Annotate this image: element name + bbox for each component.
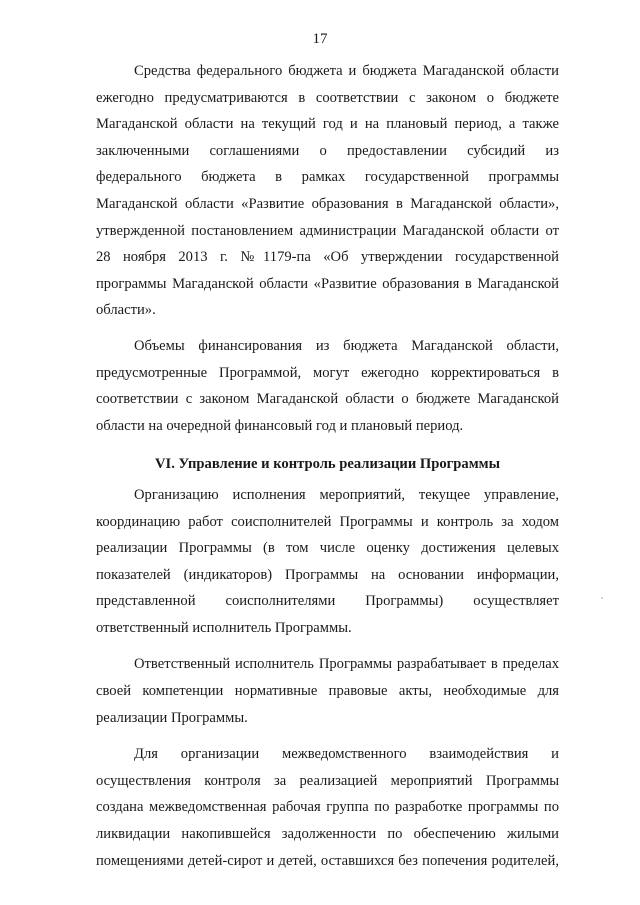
paragraph-working-group: Для организации межведомственного взаимодействия и осуществления контроля за реализацией мероприятий Программы создана межведомственная рабочая группа по разработке программы по ликвидации накопившейся задолженности по обеспечению жилыми помещениями детей-сирот и детей, оставшихся без попечения родителей, [96,746,559,869]
document-body [96,58,559,880]
scan-speck [601,597,603,599]
paragraph-program-management: Организацию исполнения мероприятий, текущее управление, координацию работ соисполнителей Программы и контроль за ходом реализации Программы (в том числе оценку достижения целевых показателей (индикаторов) Программы на основании информации, представленной соисполнителями Программы) осуществляет ответственный исполнитель Программы. [96,486,559,636]
paragraph-funding-volumes: Объемы финансирования из бюджета Магаданской области, предусмотренные Программой, могут ежегодно корректироваться в соответствии с законом Магаданской области о бюджете Магаданской области на очередной финансовый год и плановый период. [96,337,559,434]
section-heading: VI. Управление и контроль реализации Программы [155,456,500,473]
paragraph-funding-sources: Средства федерального бюджета и бюджета Магаданской области ежегодно предусматриваются в соответствии с законом о бюджете Магаданской области на текущий год и на плановый период, а также заключенными соглашениями о предоставлении субсидий из федерального бюджета в рамках государственной программы Магаданской области «Развитие образования в Магаданской области», утвержденной постановлением администрации Магаданской области от 28 ноября 2013 г. №1179-па «Об утверждении государственной программы Магаданской области «Развитие образования в Магаданской области». [96,63,559,319]
page-number: 17 [312,31,328,47]
paragraph-legal-acts: Ответственный исполнитель Программы разрабатывает в пределах своей компетенции нормативные правовые акты, необходимые для реализации Программы. [96,656,559,726]
